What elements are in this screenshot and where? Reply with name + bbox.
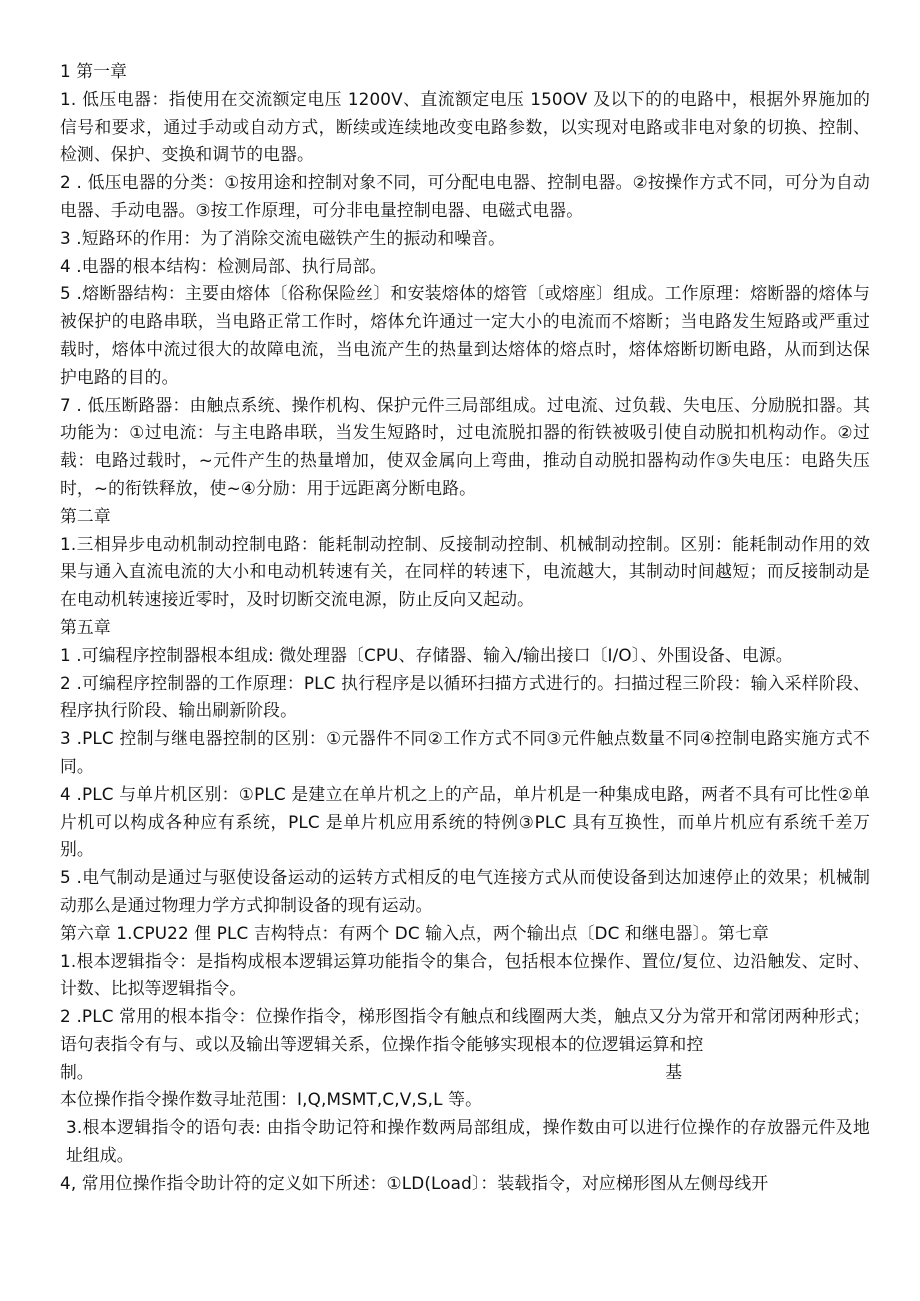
- paragraph: 4 .电器的根本结构：检测局部、执行局部。: [60, 255, 387, 276]
- paragraph: 1 .可编程序控制器根本组成: 微处理器〔CPU、存储器、输入/输出接口〔I/O〕、外围设备、电源。: [60, 644, 793, 665]
- chapter-5-heading: 第五章: [60, 616, 111, 637]
- split-line-left: 制。: [60, 1061, 94, 1082]
- paragraph: 2 .可编程序控制器的工作原理：PLC 执行程序是以循环扫描方式进行的。扫描过程三阶段：输入采样阶段、程序执行阶段、输出刷新阶段。: [60, 672, 870, 721]
- document-page: [60, 58, 870, 1198]
- chapter-2-heading: 第二章: [60, 505, 111, 526]
- split-line: [60, 1059, 870, 1087]
- paragraph: 3 .PLC 控制与继电器控制的区别：①元器件不同②工作方式不同③元件触点数量不同④控制电路实施方式不同。: [60, 728, 870, 776]
- paragraph: 5 .电气制动是通过与驱使设备运动的运转方式相反的电气连接方式从而使设备到达加速停止的效果；机械制动那么是通过物理力学方式抑制设备的现有运动。: [60, 867, 870, 915]
- split-line-right: 基: [665, 1061, 682, 1082]
- paragraph: 5 .熔断器结构：主要由熔体〔俗称保险丝〕和安装熔体的熔管〔或熔座〕组成。工作原理：熔断器的熔体与被保护的电路串联，当电路正常工作时，熔体允许通过一定大小的电流而不熔断；当电路发生短路或严重过载时，熔体中流过很大的故障电流，当电流产生的热量到达熔体的熔点时，熔体熔断切断电路，从而到达保护电路的目的。: [60, 283, 870, 387]
- paragraph: 1.根本逻辑指令：是指构成根本逻辑运算功能指令的集合，包括根本位操作、置位/复位、边沿触发、定时、计数、比拟等逻辑指令。: [60, 950, 870, 999]
- paragraph: 1. 低压电器：指使用在交流额定电压 1200V、直流额定电压 150OV 及以下的的电路中，根据外界施加的信号和要求，通过手动或自动方式，断续或连续地改变电路参数，以实现对电路或非电对象的切换、控制、检测、保护、变换和调节的电器。: [60, 88, 870, 165]
- chapter-6-7-line: 第六章 1.CPU22 俚 PLC 吉构特点：有两个 DC 输入点，两个输出点〔DC 和继电器〕。第七章: [60, 922, 769, 943]
- chapter-1-heading: 1 第一章: [60, 61, 128, 81]
- paragraph: 3.根本逻辑指令的语句表: 由指令助记符和操作数两局部组成，操作数由可以进行位操作的存放器元件及地址组成。: [66, 1117, 870, 1166]
- paragraph: 3 .短路环的作用：为了消除交流电磁铁产生的振动和噪音。: [60, 227, 506, 248]
- paragraph: 2 .PLC 常用的根本指令：位操作指令，梯形图指令有触点和线圈两大类，触点又分为常开和常闭两种形式；语句表指令有与、或以及输出等逻辑关系，位操作指令能够实现根本的位逻辑运算和控: [60, 1006, 870, 1054]
- paragraph: 1.三相异步电动机制动控制电路：能耗制动控制、反接制动控制、机械制动控制。区别：能耗制动作用的效果与通入直流电流的大小和电动机转速有关，在同样的转速下，电流越大，其制动时间越短；而反接制动是在电动机转速接近零时，及时切断交流电源，防止反向又起动。: [60, 533, 870, 610]
- paragraph: 2 . 低压电器的分类：①按用途和控制对象不同，可分配电电器、控制电器。②按操作方式不同，可分为自动电器、手动电器。③按工作原理，可分非电量控制电器、电磁式电器。: [60, 172, 870, 220]
- paragraph: 本位操作指令操作数寻址范围：I,Q,MSMT,C,V,S,L 等。: [60, 1089, 483, 1110]
- paragraph: 4, 常用位操作指令助计符的定义如下所述：①LD(Load〕：装载指令，对应梯形图从左侧母线开: [60, 1172, 769, 1193]
- paragraph: 7 . 低压断路器：由触点系统、操作机构、保护元件三局部组成。过电流、过负载、失电压、分励脱扣器。其功能为：①过电流：与主电路串联，当发生短路时，过电流脱扣器的衔铁被吸引使自动脱扣机构动作。②过载：电路过载时，~元件产生的热量增加，使双金属向上弯曲，推动自动脱扣器构动作③失电压：电路失压时，~的衔铁释放，使~④分励：用于远距离分断电路。: [60, 394, 870, 498]
- paragraph: 4 .PLC 与单片机区别：①PLC 是建立在单片机之上的产品，单片机是一种集成电路，两者不具有可比性②单片机可以构成各种应有系统，PLC 是单片机应用系统的特例③PLC 具有互换性，而单片机应有系统千差万别。: [60, 783, 870, 860]
